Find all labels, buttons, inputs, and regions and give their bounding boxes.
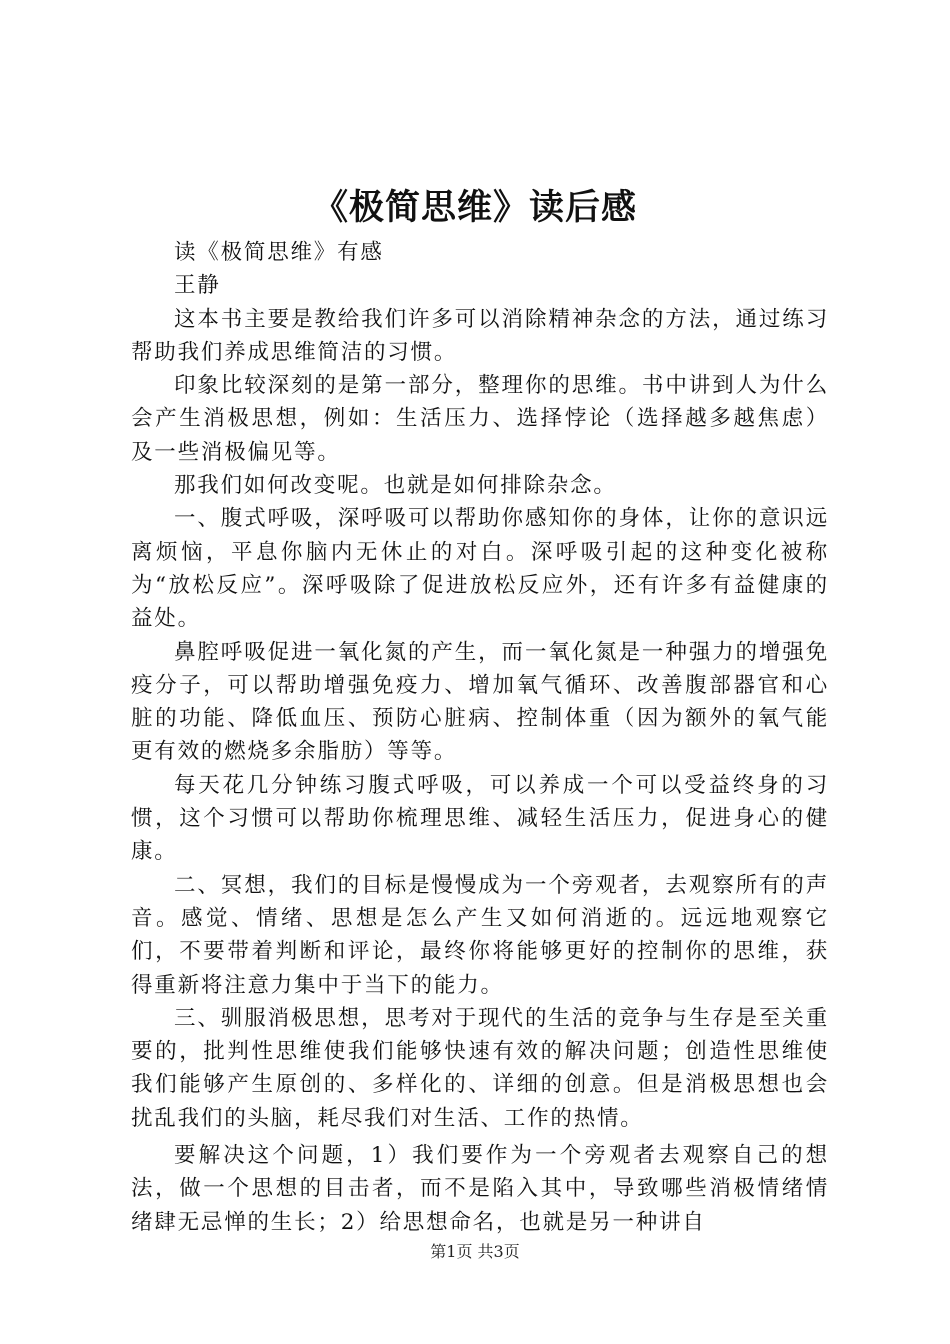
- document-title: 《极简思维》读后感: [312, 187, 637, 228]
- paragraph: 这本书主要是教给我们许多可以消除精神杂念的方法，通过练习帮助我们养成思维简洁的习惯。: [131, 306, 829, 365]
- author-line: 王静: [174, 273, 221, 299]
- paragraph: 二、冥想，我们的目标是慢慢成为一个旁观者，去观察所有的声音。感觉、情绪、思想是怎么产生又如何消逝的。远远地观察它们，不要带着判断和评论，最终你将能够更好的控制你的思维，获得重新将注意力集中于当下的能力。: [131, 872, 829, 998]
- paragraph: 鼻腔呼吸促进一氧化氮的产生，而一氧化氮是一种强力的增强免疫分子，可以帮助增强免疫力、增加氧气循环、改善腹部器官和心脏的功能、降低血压、预防心脏病、控制体重（因为额外的氧气能更有效的燃烧多余脂肪）等等。: [131, 639, 829, 765]
- subtitle-line: 读《极简思维》有感: [174, 240, 384, 265]
- paragraph: 要解决这个问题，1）我们要作为一个旁观者去观察自己的想法，做一个思想的目击者，而不是陷入其中，导致哪些消极情绪情绪肆无忌惮的生长；2）给思想命名，也就是另一种讲自: [131, 1143, 829, 1235]
- paragraph: 三、驯服消极思想，思考对于现代的生活的竞争与生存是至关重要的，批判性思维使我们能够快速有效的解决问题；创造性思维使我们能够产生原创的、多样化的、详细的创意。但是消极思想也会扰乱我们的头脑，耗尽我们对生活、工作的热情。: [131, 1005, 829, 1131]
- paragraph: 一、腹式呼吸，深呼吸可以帮助你感知你的身体，让你的意识远离烦恼，平息你脑内无休止的对白。深呼吸引起的这种变化被称为“放松反应”。深呼吸除了促进放松反应外，还有许多有益健康的益处。: [131, 506, 829, 632]
- paragraph: 印象比较深刻的是第一部分，整理你的思维。书中讲到人为什么会产生消极思想，例如：生活压力、选择悖论（选择越多越焦虑）及一些消极偏见等。: [131, 373, 829, 465]
- document-body: [131, 236, 829, 1239]
- paragraph: 每天花几分钟练习腹式呼吸，可以养成一个可以受益终身的习惯，这个习惯可以帮助你梳理思维、减轻生活压力，促进身心的健康。: [131, 772, 829, 865]
- page-footer: 第1页 共3页: [430, 1242, 520, 1261]
- paragraph: 那我们如何改变呢。也就是如何排除杂念。: [174, 473, 617, 499]
